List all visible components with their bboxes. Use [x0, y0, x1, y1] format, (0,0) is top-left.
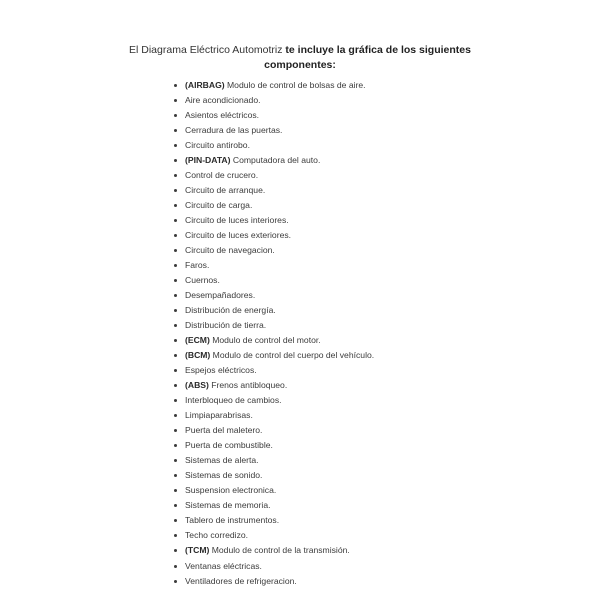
component-text: Puerta del maletero. — [185, 425, 263, 436]
list-item — [174, 468, 374, 483]
list-item — [174, 108, 374, 123]
bullet-icon — [174, 369, 177, 372]
bullet-icon — [174, 144, 177, 147]
list-item — [174, 138, 374, 153]
bullet-icon — [174, 354, 177, 357]
bullet-icon — [174, 234, 177, 237]
component-text: Modulo de control del cuerpo del vehículo. — [210, 350, 375, 361]
list-item — [174, 78, 374, 93]
list-item — [174, 393, 374, 408]
bullet-icon — [174, 519, 177, 522]
list-item — [174, 243, 374, 258]
list-item — [174, 303, 374, 318]
bullet-icon — [174, 474, 177, 477]
bullet-icon — [174, 489, 177, 492]
bullet-icon — [174, 99, 177, 102]
list-item — [174, 288, 374, 303]
bullet-icon — [174, 459, 177, 462]
list-item — [174, 183, 374, 198]
list-item — [174, 93, 374, 108]
component-code: (BCM) — [185, 350, 211, 361]
component-text: Cuernos. — [185, 275, 220, 286]
bullet-icon — [174, 249, 177, 252]
list-item — [174, 378, 374, 393]
list-item — [174, 333, 374, 348]
component-code: (AIRBAG) — [185, 80, 225, 90]
component-text: Control de crucero. — [185, 170, 259, 181]
component-text: Circuito antirobo. — [185, 140, 250, 151]
list-item — [174, 498, 374, 513]
list-item — [174, 423, 374, 438]
bullet-icon — [174, 429, 177, 432]
component-text: Sistemas de alerta. — [185, 455, 259, 466]
bullet-icon — [174, 324, 177, 327]
bullet-icon — [174, 204, 177, 207]
bullet-icon — [174, 549, 177, 552]
list-item — [174, 438, 374, 453]
component-code: (PIN-DATA) — [185, 155, 231, 166]
bullet-icon — [174, 384, 177, 387]
bullet-icon — [174, 414, 177, 417]
list-item — [174, 318, 374, 333]
component-text: Computadora del auto. — [230, 155, 321, 166]
bullet-icon — [174, 309, 177, 312]
component-text: Espejos eléctricos. — [185, 365, 257, 376]
list-item — [174, 363, 374, 378]
bullet-icon — [174, 189, 177, 192]
list-item — [174, 153, 374, 168]
component-text: Modulo de control de bolsas de aire. — [224, 80, 366, 90]
list-item — [174, 228, 374, 243]
list-item — [174, 258, 374, 273]
component-text: Tablero de instrumentos. — [185, 515, 280, 526]
component-text: Ventanas eléctricas. — [185, 560, 262, 571]
component-text: Modulo de control de la transmisión. — [209, 545, 350, 556]
list-item — [174, 528, 374, 543]
component-text: Interbloqueo de cambios. — [185, 395, 282, 406]
bullet-icon — [174, 534, 177, 537]
bullet-icon — [174, 339, 177, 342]
component-text: Distribución de tierra. — [185, 320, 267, 331]
list-item — [174, 198, 374, 213]
component-text: Puerta de combustible. — [185, 440, 273, 451]
bullet-icon — [174, 219, 177, 222]
component-text: Frenos antibloqueo. — [208, 380, 288, 391]
bullet-icon — [174, 565, 177, 568]
component-code: (TCM) — [185, 545, 210, 556]
bullet-icon — [174, 84, 177, 87]
list-item — [174, 574, 374, 589]
component-code: (ECM) — [185, 335, 210, 346]
component-text: Circuito de navegacion. — [185, 245, 275, 256]
component-text: Sistemas de memoria. — [185, 500, 271, 511]
component-text: Circuito de carga. — [185, 200, 253, 211]
component-text: Limpiaparabrisas. — [185, 410, 253, 421]
bullet-icon — [174, 504, 177, 507]
bullet-icon — [174, 129, 177, 132]
list-item — [174, 483, 374, 498]
bullet-icon — [174, 174, 177, 177]
bullet-icon — [174, 159, 177, 162]
list-item — [174, 453, 374, 468]
component-text: Desempañadores. — [185, 290, 256, 301]
component-text: Ventiladores de refrigeracion. — [185, 575, 297, 586]
components-list — [174, 78, 374, 589]
component-text: Faros. — [185, 260, 210, 271]
bullet-icon — [174, 444, 177, 447]
list-item — [174, 559, 374, 574]
list-item — [174, 408, 374, 423]
bullet-icon — [174, 114, 177, 117]
list-item — [174, 168, 374, 183]
bullet-icon — [174, 294, 177, 297]
list-item — [174, 543, 374, 558]
list-item — [174, 273, 374, 288]
component-text: Suspension electronica. — [185, 485, 277, 496]
heading-intro: El Diagrama Eléctrico Automotriz — [129, 44, 286, 56]
heading-emphasis: te incluye la gráfica de los siguientes componentes: — [264, 44, 471, 71]
component-text: Circuito de luces interiores. — [185, 215, 289, 226]
bullet-icon — [174, 279, 177, 282]
list-item — [174, 513, 374, 528]
component-text: Asientos eléctricos. — [185, 110, 260, 121]
component-text: Distribución de energía. — [185, 305, 276, 316]
component-text: Circuito de luces exteriores. — [185, 230, 292, 241]
component-text: Techo corredizo. — [185, 530, 249, 541]
bullet-icon — [174, 580, 177, 583]
list-item — [174, 123, 374, 138]
component-code: (ABS) — [185, 380, 209, 391]
component-text: Circuito de arranque. — [185, 185, 266, 196]
list-item — [174, 348, 374, 363]
bullet-icon — [174, 264, 177, 267]
component-text: Aire acondicionado. — [185, 95, 261, 106]
component-text: Modulo de control del motor. — [209, 335, 321, 346]
list-item — [174, 213, 374, 228]
component-text: Sistemas de sonido. — [185, 470, 263, 481]
component-text: Cerradura de las puertas. — [185, 125, 283, 136]
page-heading — [100, 43, 500, 73]
bullet-icon — [174, 399, 177, 402]
